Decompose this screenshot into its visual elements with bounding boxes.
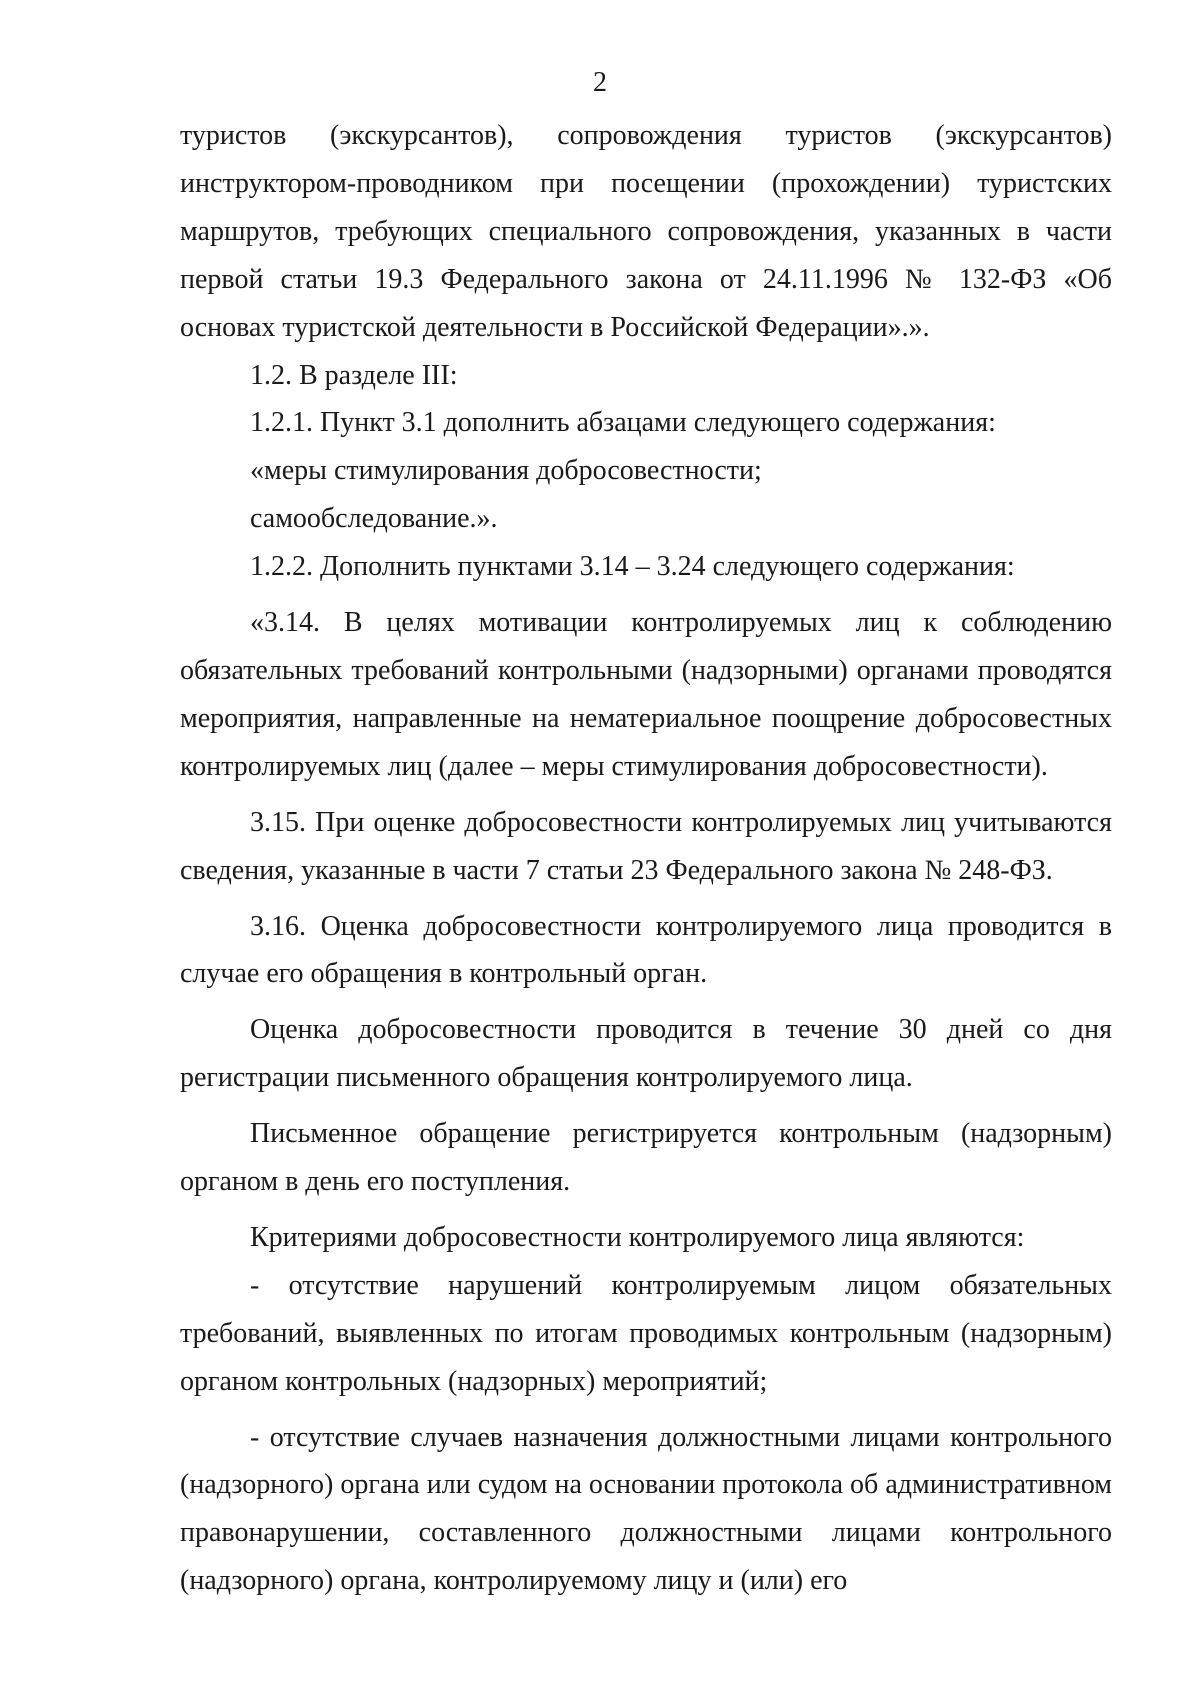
list-item-no-violations: - отсутствие нарушений контролируемым лицом обязательных требований, выявленных по итогам проводимых контрольным (надзорным) органом контрольных (надзорных) мероприятий;: [180, 1269, 1112, 1397]
list-item-no-penalties: - отсутствие случаев назначения должностными лицами контрольного (надзорного) органа или судом на основании протокола об административном правонарушении, составленного должностными лицами контрольного (надзорного) органа, контролируемому лицу и (или) его: [180, 1421, 1112, 1597]
paragraph-section-1-2: 1.2. В разделе III:: [250, 359, 458, 391]
paragraph-self-survey: самообследование.».: [250, 503, 498, 535]
paragraph-item-3-14: «3.14. В целях мотивации контролируемых лиц к соблюдению обязательных требований контрольными (надзорными) органами проводятся мероприятия, направленные на нематериальное поощрение добросовестных контролируемых лиц (далее – меры стимулирования добросовестности).: [180, 607, 1112, 782]
paragraph-section-1-2-2: 1.2.2. Дополнить пунктами 3.14 – 3.24 следующего содержания:: [250, 551, 1015, 583]
page-number: 2: [593, 67, 607, 98]
paragraph-item-3-15: 3.15. При оценке добросовестности контролируемых лиц учитываются сведения, указанные в части 7 статьи 23 Федерального закона № 248-ФЗ.: [180, 806, 1112, 886]
paragraph-quote-measures: «меры стимулирования добросовестности;: [250, 455, 762, 487]
document-body: [180, 112, 1112, 1605]
paragraph-criteria-intro: Критериями добросовестности контролируемого лица являются:: [250, 1221, 1025, 1253]
paragraph-section-1-2-1: 1.2.1. Пункт 3.1 дополнить абзацами следующего содержания:: [250, 407, 996, 439]
paragraph-assessment-period: Оценка добросовестности проводится в течение 30 дней со дня регистрации письменного обращения контролируемого лица.: [180, 1014, 1112, 1094]
paragraph-registration: Письменное обращение регистрируется контрольным (надзорным) органом в день его поступления.: [180, 1118, 1112, 1198]
paragraph-continuation: туристов (экскурсантов), сопровождения туристов (экскурсантов) инструктором-проводником при посещении (прохождении) туристских маршрутов, требующих специального сопровождения, указанных в части первой статьи 19.3 Федерального закона от 24.11.1996 № 132-ФЗ «Об основах туристской деятельности в Российской Федерации».».: [180, 120, 1112, 343]
paragraph-item-3-16: 3.16. Оценка добросовестности контролируемого лица проводится в случае его обращения в контрольный орган.: [180, 910, 1112, 990]
